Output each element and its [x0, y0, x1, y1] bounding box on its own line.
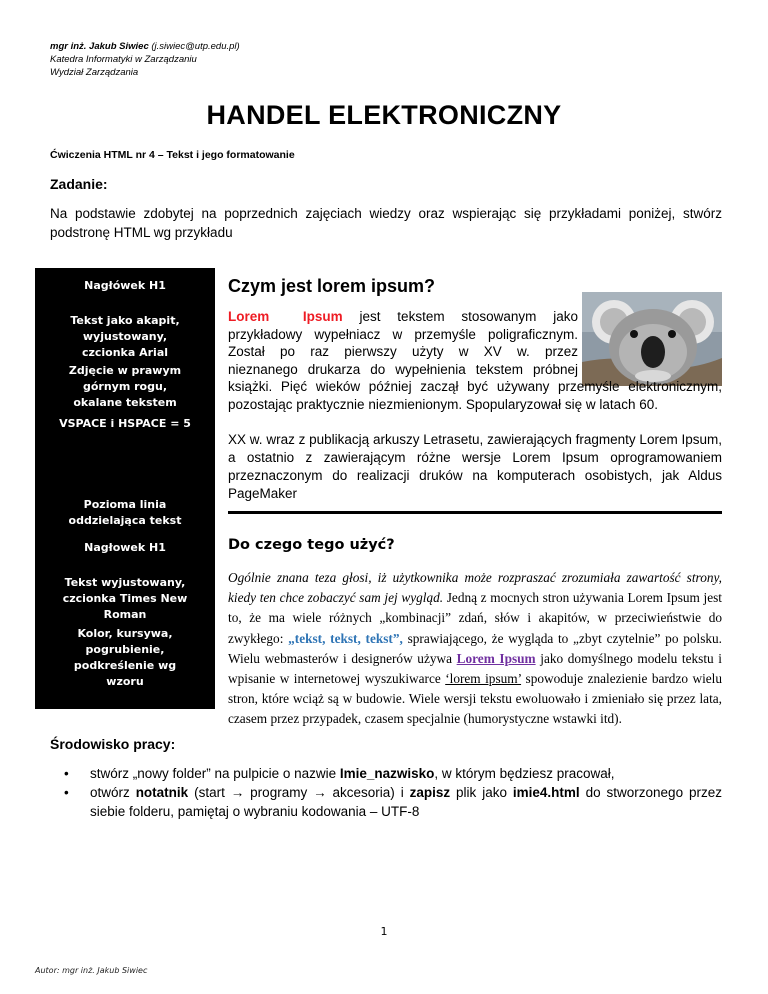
- page-title: HANDEL ELEKTRONICZNY: [206, 100, 562, 130]
- sidebar-label: Tekst wyjustowany, czcionka Times New Roman: [62, 576, 188, 621]
- annotation-sidebar: [35, 268, 215, 709]
- sidebar-label: Nagłowek H1: [84, 541, 166, 554]
- exercise-subtitle: Ćwiczenia HTML nr 4 – Tekst i jego formatowanie: [50, 149, 295, 161]
- lorem-red-text: Lorem: [228, 309, 270, 324]
- purple-underlined-text: Lorem Ipsum: [456, 650, 536, 666]
- blue-bold-text: „tekst, tekst, tekst”,: [288, 630, 403, 646]
- environment-heading: Środowisko pracy:: [50, 736, 176, 752]
- italic-text: Ogólnie znana teza głosi, iż użytkownika może rozpraszać zrozumiała zawartość strony, kiedy ten chce zobaczyć sam jej wygląd.: [228, 570, 722, 606]
- ipsum-red-text: Ipsum: [302, 309, 343, 324]
- sidebar-label: Nagłówek H1: [84, 279, 166, 292]
- underlined-text: ‘lorem ipsum’: [445, 671, 522, 687]
- environment-list: [60, 764, 722, 821]
- example-paragraph-3: Ogólnie znana teza głosi, iż użytkownika może rozpraszać zrozumiała zawartość strony, kiedy ten chce zobaczyć sam jej wygląd. Jedną z mocnych stron używania Lorem Ipsum jest to, że ma wiele różnych „kombinacji” zdań, słów i akapitów, w przeciwieństwie do zwykłego: „tekst, tekst, tekst”, sprawiającego, że wygląda to „zbyt czytelnie” po polsku. Wielu webmasterów i designerów używa Lorem Ipsum jako domyślnego modelu tekstu i wpisanie w internetowej wyszukiwarce ‘lorem ipsum’ spowoduje znalezienie bardzo wielu stron, które wciąż są w budowie. Wiele wersji tekstu ewoluowało i zmieniało się przez lata, czasem przez przypadek, czasem specjalnie (humorystyczne wstawki itd).: [228, 570, 723, 727]
- example-paragraph-1: [228, 308, 722, 414]
- paragraph-line: przykładowy wypełniacz w przemyśle poligraficznym.: [228, 326, 578, 342]
- task-heading: Zadanie:: [50, 176, 108, 192]
- sidebar-label: Pozioma linia oddzielająca tekst: [68, 498, 182, 527]
- paragraph-line: książki. Pięć wieków później zaczął być używany przemyśle elektronicznym,: [228, 379, 722, 395]
- example-heading-1: Czym jest lorem ipsum?: [228, 276, 436, 296]
- department: Katedra Informatyki w Zarządzaniu: [50, 54, 197, 65]
- sidebar-label: Zdjęcie w prawym górnym rogu, okalane tekstem: [68, 364, 182, 409]
- faculty: Wydział Zarządzania: [50, 67, 139, 78]
- paragraph-line: Został po raz pierwszy użyty w XV w. przez: [228, 344, 578, 360]
- list-item: • stwórz „nowy folder” na pulpicie o nazwie Imie_nazwisko, w którym będziesz pracował,: [60, 764, 722, 783]
- document-header: [50, 40, 240, 79]
- sidebar-label: Tekst jako akapit, wyjustowany, czcionka Arial: [70, 314, 180, 359]
- list-item: • otwórz notatnik (start → programy → akcesoria) i zapisz plik jako imie4.html do stworzonego przez siebie folderu, pamiętaj o wybraniu kodowania – UTF-8: [60, 783, 722, 821]
- author-name: mgr inż. Jakub Siwiec: [50, 41, 149, 52]
- sidebar-label: Kolor, kursywa, pogrubienie, podkreślenie wg wzoru: [73, 627, 177, 688]
- task-text: Na podstawie zdobytej na poprzednich zajęciach wiedzy oraz wspierając się przykładami poniżej, stwórz podstronę HTML wg przykładu: [50, 206, 722, 240]
- example-heading-2: Do czego tego użyć?: [228, 537, 395, 553]
- paragraph-line: Lorem Ipsum jest tekstem stosowanym jako: [228, 309, 578, 324]
- page-number: 1: [380, 925, 388, 938]
- sidebar-label: VSPACE i HSPACE = 5: [59, 417, 191, 430]
- paragraph-line: nieznanego drukarza do wypełnienia tekstem próbnej: [228, 361, 578, 377]
- paragraph-line: pozostając praktycznie niezmienionym. Spopularyzował się w latach 60.: [228, 396, 658, 412]
- header-author-line: [50, 40, 240, 53]
- horizontal-rule: [228, 511, 722, 514]
- example-paragraph-2: XX w. wraz z publikacją arkuszy Letrasetu, zawierających fragmenty Lorem Ipsum, a ostatnio z zawierającym różne wersje Lorem Ipsum oprogramowaniem przeznaczonym do realizacji druków na komputerach osobistych, jak Aldus PageMaker: [228, 432, 722, 501]
- author-email: (j.siwiec@utp.edu.pl): [151, 41, 240, 52]
- footer-author: Autor: mgr inż. Jakub Siwiec: [35, 966, 148, 975]
